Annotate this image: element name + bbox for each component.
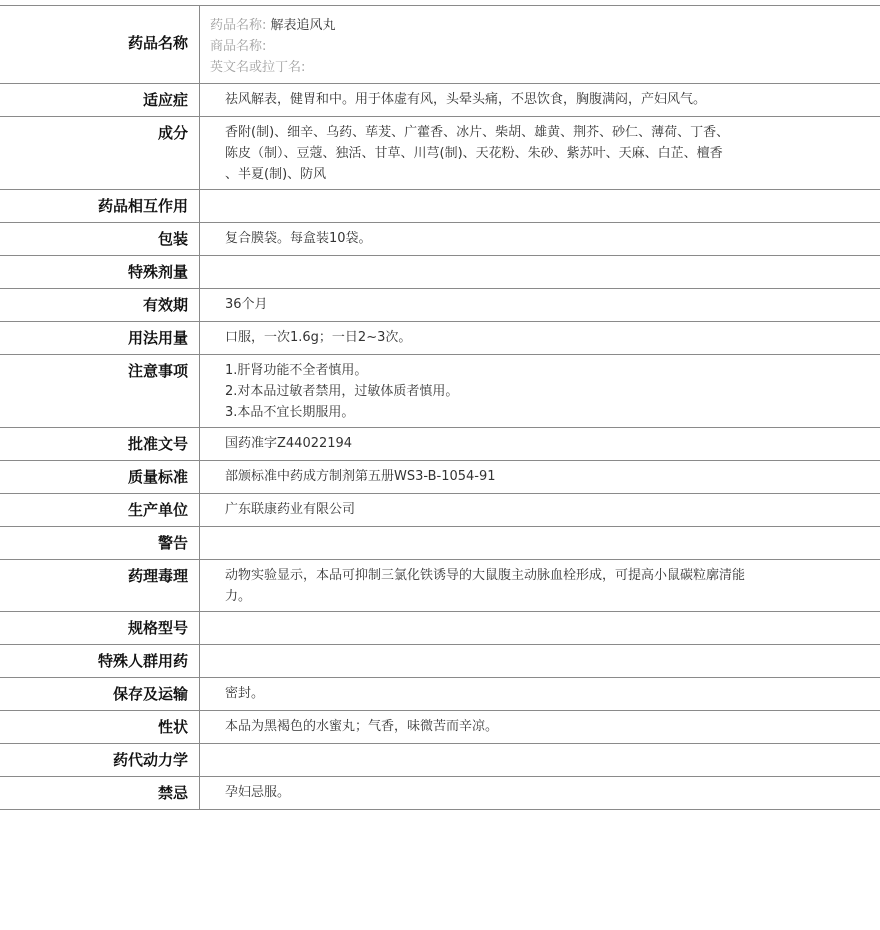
trade-name-line <box>210 36 790 57</box>
row-value-line: 香附(制)、细辛、乌药、荜茇、广藿香、冰片、柴胡、雄黄、荆芥、砂仁、薄荷、丁香、 <box>225 125 730 140</box>
row-label: 批准文号 <box>0 428 200 460</box>
row-value <box>200 117 880 189</box>
latin-name-key: 英文名或拉丁名: <box>210 60 306 75</box>
row-value-line: 广东联康药业有限公司 <box>225 502 356 517</box>
latin-name-line <box>210 57 790 78</box>
table-row <box>0 84 880 117</box>
row-value-line: 1.肝肾功能不全者慎用。 <box>225 363 368 378</box>
row-label: 特殊剂量 <box>0 256 200 288</box>
table-row <box>0 560 880 612</box>
row-value <box>200 355 880 427</box>
table-row <box>0 190 880 223</box>
table-row <box>0 645 880 678</box>
row-label: 用法用量 <box>0 322 200 354</box>
table-row <box>0 355 880 428</box>
row-label: 生产单位 <box>0 494 200 526</box>
row-value-line: 孕妇忌服。 <box>225 785 291 800</box>
table-row <box>0 777 880 810</box>
table-row <box>0 494 880 527</box>
row-value <box>200 560 880 611</box>
row-label: 包装 <box>0 223 200 255</box>
row-label: 保存及运输 <box>0 678 200 710</box>
row-value <box>200 256 880 288</box>
row-value-line: 密封。 <box>225 686 265 701</box>
row-label: 药品相互作用 <box>0 190 200 222</box>
row-value-line: 、半夏(制)、防风 <box>225 167 327 182</box>
row-value-line: 力。 <box>225 589 252 604</box>
table-row <box>0 461 880 494</box>
row-value-line: 复合膜袋。每盒装10袋。 <box>225 231 372 246</box>
row-label: 禁忌 <box>0 777 200 809</box>
row-value <box>200 461 880 493</box>
row-value <box>200 711 880 743</box>
row-value <box>200 223 880 255</box>
table-row <box>0 678 880 711</box>
row-label: 药代动力学 <box>0 744 200 776</box>
drug-name-value: 解表追风丸 <box>270 18 336 33</box>
row-value-line: 祛风解表，健胃和中。用于体虚有风，头晕头痛，不思饮食，胸腹满闷，产妇风气。 <box>225 92 707 107</box>
drug-spec-table <box>0 5 880 810</box>
row-label: 药品名称 <box>0 6 200 83</box>
table-row <box>0 711 880 744</box>
row-label: 性状 <box>0 711 200 743</box>
row-label: 适应症 <box>0 84 200 116</box>
row-value-line: 部颁标准中药成方制剂第五册WS3-B-1054-91 <box>225 469 496 484</box>
table-row <box>0 612 880 645</box>
table-row <box>0 322 880 355</box>
table-row <box>0 289 880 322</box>
row-value <box>200 678 880 710</box>
table-row <box>0 223 880 256</box>
row-value-line: 本品为黑褐色的水蜜丸；气香，味微苦而辛凉。 <box>225 719 499 734</box>
row-label: 注意事项 <box>0 355 200 427</box>
table-row <box>0 744 880 777</box>
row-value-line: 动物实验显示，本品可抑制三氯化铁诱导的大鼠腹主动脉血栓形成，可提高小鼠碳粒廓清能 <box>225 568 746 583</box>
row-label: 特殊人群用药 <box>0 645 200 677</box>
drug-name-line <box>210 15 790 36</box>
row-label: 成分 <box>0 117 200 189</box>
row-value <box>200 744 880 776</box>
row-drug-name <box>0 6 880 84</box>
row-value-line: 2.对本品过敏者禁用，过敏体质者慎用。 <box>225 384 459 399</box>
row-label: 药理毒理 <box>0 560 200 611</box>
table-row <box>0 117 880 190</box>
table-row <box>0 256 880 289</box>
row-label: 有效期 <box>0 289 200 321</box>
row-value <box>200 6 880 83</box>
row-value <box>200 84 880 116</box>
row-value-line: 口服，一次1.6g；一日2~3次。 <box>225 330 412 345</box>
row-label: 规格型号 <box>0 612 200 644</box>
row-value <box>200 428 880 460</box>
row-value <box>200 612 880 644</box>
row-value <box>200 527 880 559</box>
row-value <box>200 494 880 526</box>
row-value <box>200 289 880 321</box>
table-row <box>0 428 880 461</box>
row-value <box>200 190 880 222</box>
row-value-line: 36个月 <box>225 297 268 312</box>
row-value-line: 国药准字Z44022194 <box>225 436 353 451</box>
row-label: 质量标准 <box>0 461 200 493</box>
row-value <box>200 645 880 677</box>
trade-name-key: 商品名称: <box>210 39 267 54</box>
row-label: 警告 <box>0 527 200 559</box>
row-value <box>200 777 880 809</box>
drug-name-key: 药品名称: <box>210 18 267 33</box>
row-value <box>200 322 880 354</box>
table-row <box>0 527 880 560</box>
row-value-line: 3.本品不宜长期服用。 <box>225 405 355 420</box>
row-value-line: 陈皮（制）、豆蔻、独活、甘草、川芎(制)、天花粉、朱砂、紫苏叶、天麻、白芷、檀香 <box>225 146 723 161</box>
spec-rows <box>0 84 880 810</box>
